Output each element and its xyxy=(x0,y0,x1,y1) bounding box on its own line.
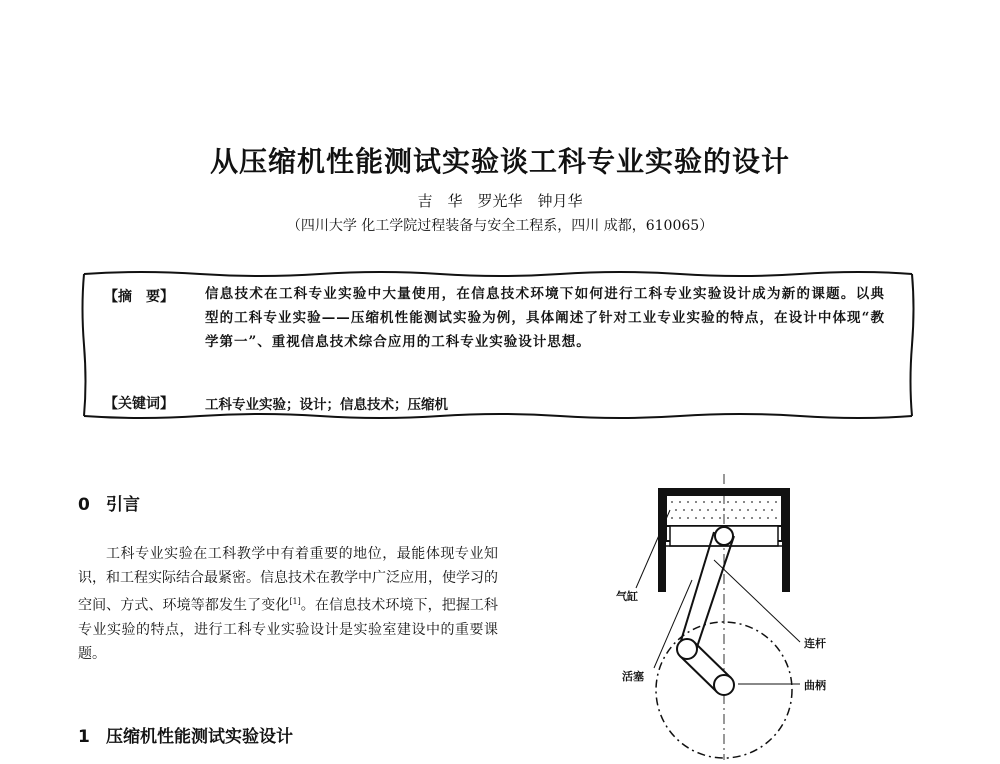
intro-text-2: 。在信息技术环境下，把握工科专业实验的特点，进行工科专业实验设计是实验室建设中的重要课题。 xyxy=(78,597,499,662)
label-cylinder: 气缸 xyxy=(616,590,638,603)
abstract-text: 信息技术在工科专业实验中大量使用，在信息技术环境下如何进行工科专业实验设计成为新的课题。以典型的工科专业实验——压缩机性能测试实验为例，具体阐述了针对工业专业实验的特点，在设计中体现“教学第一”、重视信息技术综合应用的工科专业实验设计思想。 xyxy=(205,286,885,350)
section-1-heading xyxy=(78,722,293,747)
compressor-diagram xyxy=(600,470,900,760)
section-0-title: 引言 xyxy=(106,495,140,515)
label-piston: 活塞 xyxy=(622,670,644,683)
citation-1[interactable]: [1] xyxy=(289,597,301,606)
section-0-number: 0 xyxy=(78,495,90,515)
label-connecting-rod: 连杆 xyxy=(804,637,826,650)
keywords-label: 【关键词】 xyxy=(104,396,174,412)
affiliation: （四川大学 化工学院过程装备与安全工程系，四川 成都，610065） xyxy=(286,218,714,234)
keywords-text: 工科专业实验；设计；信息技术；压缩机 xyxy=(205,397,448,413)
label-crank: 曲柄 xyxy=(804,679,826,692)
section-0-heading xyxy=(78,490,140,515)
intro-paragraph xyxy=(78,542,498,666)
abstract-label: 【摘 要】 xyxy=(104,289,174,305)
section-1-number: 1 xyxy=(78,727,90,747)
abstract-box xyxy=(80,268,916,422)
authors: 吉 华 罗光华 钟月华 xyxy=(417,192,583,210)
section-1-title: 压缩机性能测试实验设计 xyxy=(106,727,293,747)
compressor-drawing xyxy=(600,470,900,760)
intro-text: 工科专业实验在工科教学中有着重要的地位，最能体现专业知识，和工程实际结合最紧密。信息技术在教学中广泛应用，使学习的空间、方式、环境等都发生了变化 xyxy=(78,546,498,614)
paper-title: 从压缩机性能测试实验谈工科专业实验的设计 xyxy=(209,145,790,178)
